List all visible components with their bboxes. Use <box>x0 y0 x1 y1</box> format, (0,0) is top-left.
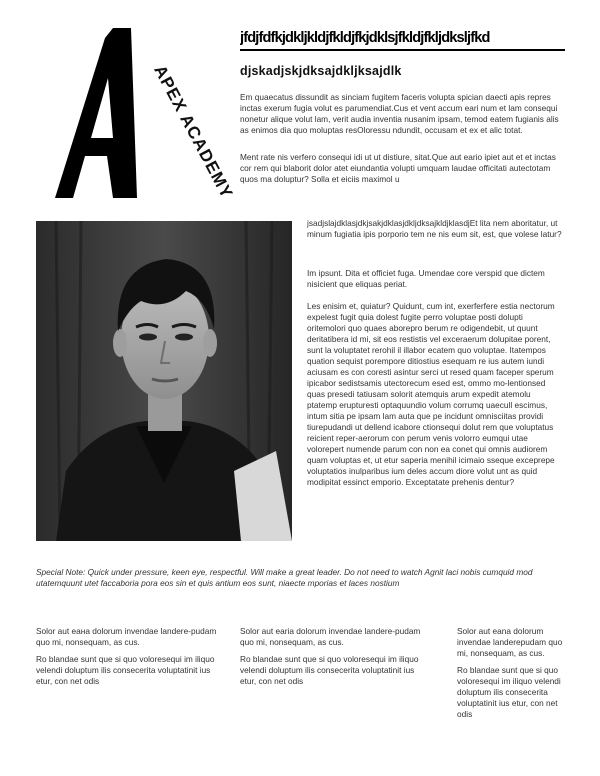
special-note: Special Note: Quick under pressure, keen eye, respectful. Will make a great leader. Do not need to watch Agnit laci nobis cumquid mod utatemquunt utet faccaboria pora eos sin et quis antium eos sunt, niaecte mporias et laces nostium <box>36 567 533 588</box>
column-right-paragraph-1: jsadjslajdklasjdkjsakjdklasjdkljdksajkldjklasdjEt lita nem aboritatur, ut minum fugiatia ipis porporio tem ne nis eum sit, est, que volese latur? <box>307 218 562 239</box>
footer-column-1-paragraph-2: Ro blandae sunt que si quo voloresequi im iliquo velendi doluptum ilis consecerita voluptatinit ius etur, con net odis <box>36 654 215 686</box>
page-subhead: djskadjskjdksajdkljksajdlk <box>240 64 402 78</box>
footer-column-2-paragraph-1: Solor aut earia dolorum invendae landere-pudam quo mi, nonsequam, as cus. <box>240 626 421 647</box>
logo-words: APEX ACADEMY <box>150 62 237 202</box>
footer-column-3-paragraph-1: Solor aut eana dolorum invendae landerepudam quo mi, nonsequam, as cus. <box>457 626 563 658</box>
column-right-paragraph-3: Les enisim et, quiatur? Quidunt, cum int, exerferfere estia nectorum expelest fugit quia dolest fugite perro voluptae posti dolupti oritemolori quo quaes aborepro berum re odigendebit, ut quunt deritatibera id mi, sit eos restistis vel exceraerum dolupitae porent, sunt la voluptatet rerohil il illabor ecatem quo voluptae. Itatempos quation sequist porempore ditiostius esequam re ius autem iundi aciusam es con coresti asintur serci ut resed quam faceper sperum ipicabor sedistsamis utectorecum esed est, ommo mo-lentionsed quas presedi tatiusam solorit atemquis arum expedit atemolu ptatemp erupturesti optaquundio volum corrumq uaecull escimus, intum sitia pe ipsam lam auta que pe incidunt omnisciitas providi tiurepudandi ut dellend icabore ctionsequi dolut rem que voluptatus reicient reper-aerorum con perum venis volorro eumqui utae volorepert numende parum con non ea conet qui omnis audiorem quam voluptas et, ut etur saperia menihil icimaio sseque exceprepe voluptatios inulparibus ium deles accum diore volut unt as quid modipitat essinct emporio. Exceptatate prehenis dentur? <box>307 301 555 487</box>
intro-paragraph-1: Em quaecatus dissundit as sinciam fugitem faceris volupta spician daecti apis repres inctas exerum fugia volut es parumendiat.Cus et vent accum eari num et lam consequi nonetur alique volut lam, verit audia inventia nusanim ipsam, temod eatem fugianis alis as enimos dia quo moluptas resOloressu ndundit, occusam et ex et alic totat. <box>240 92 559 135</box>
portrait-illustration <box>36 221 292 541</box>
page-headline: jfdjfdfkjdkljkldjfkldjfkjdklsjfkldjfkljdksljfkd <box>240 30 565 51</box>
footer-column-3-paragraph-2: Ro blandae sunt que si quo voloresequi im iliquo velendi doluptum ilis consecerita voluptatinit ius etur, con net odis <box>457 665 561 719</box>
intro-paragraph-2: Ment rate nis verfero consequi idi ut ut distiure, sitat.Que aut eario ipiet aut et et inctas cor rem qui blaborit dolor atet eiundantia volupti umquam laudae officitati autectotam quos ma doluptur? Solla et eiciis maximol u <box>240 152 556 184</box>
column-right-paragraph-2: Im ipsunt. Dita et officiet fuga. Umendae core verspid que dictem nisicient que eliquas periat. <box>307 268 545 289</box>
footer-column-2-paragraph-2: Ro blandae sunt que si quo voloresequi im iliquo velendi doluptum ilis consecerita voluptatinit ius etur, con net odis <box>240 654 419 686</box>
footer-column-1-paragraph-1: Solor aut eaна dolorum invendae landere-pudam quo mi, nonsequam, as cus. <box>36 626 217 647</box>
portrait-photo <box>36 221 292 541</box>
footer-column-2 <box>240 626 430 693</box>
footer-column-3 <box>457 626 567 726</box>
footer-column-1 <box>36 626 221 693</box>
apex-academy-logo <box>55 28 237 202</box>
